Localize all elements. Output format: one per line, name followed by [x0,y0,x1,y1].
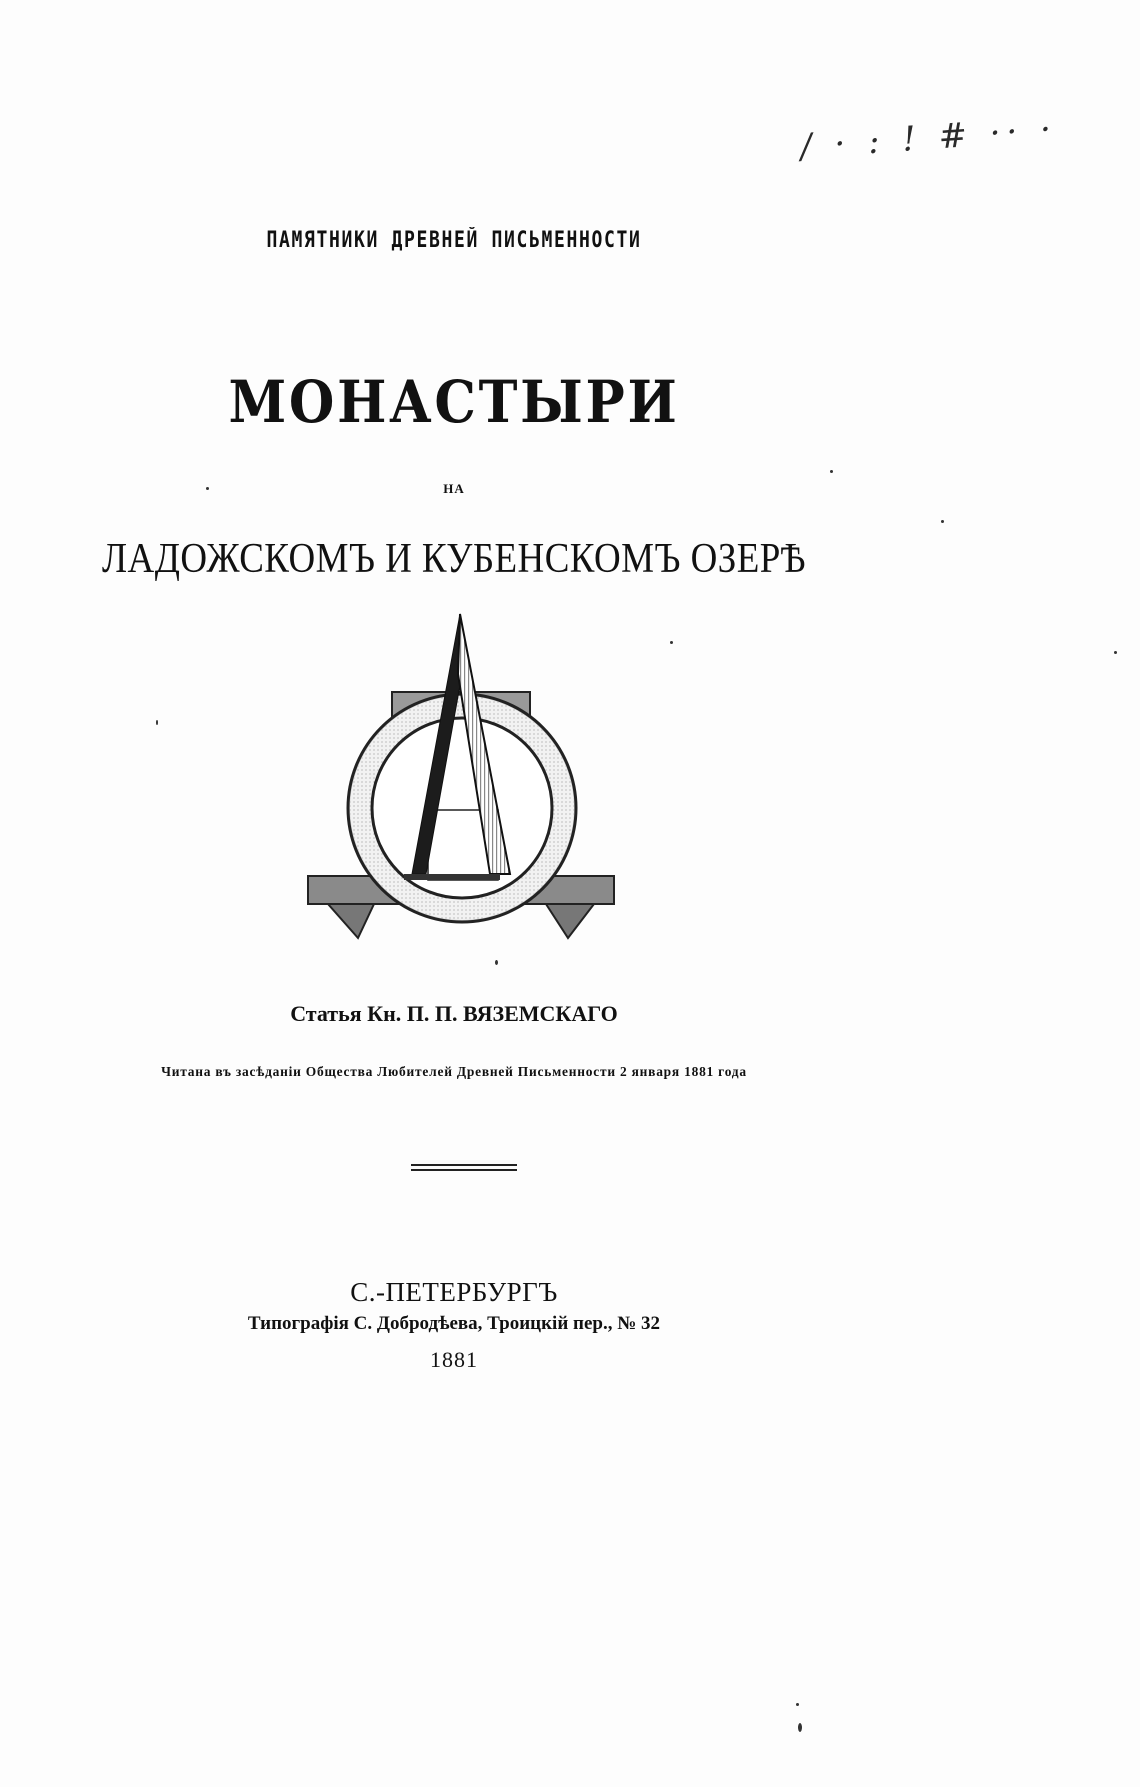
subtitle: ЛАДОЖСКОМЪ И КУБЕНСКОМЪ ОЗЕРѢ [102,536,806,582]
read-at-line: Читана въ засѣданіи Общества Любителей Древней Письменности 2 января 1881 года [161,1065,747,1080]
double-rule-top [411,1164,517,1166]
imprint-year: 1881 [430,1347,478,1372]
imprint-city: С.-ПЕТЕРБУРГЪ [350,1277,558,1307]
title-preposition: НА [443,481,465,496]
imprint-printer: Типографія С. Добродѣева, Троицкій пер., № 32 [247,1313,661,1334]
ink-speck [830,470,833,473]
ink-speck [206,487,209,490]
ink-speck [1114,651,1117,654]
author-line: Статья Кн. П. П. ВЯЗЕМСКАГО [290,1001,618,1026]
double-rule-bottom [411,1169,517,1171]
series-title: ПАМЯТНИКИ ДРЕВНЕЙ ПИСЬМЕННОСТИ [266,228,642,253]
ink-speck [156,720,158,725]
ink-speck [670,641,673,644]
main-title: МОНАСТЫРИ [228,368,680,436]
ink-speck [495,960,498,965]
handwritten-shelfmark: / · : ! # ·· · [798,109,1059,167]
ink-speck [796,1703,799,1706]
ink-speck [941,520,944,523]
society-emblem-icon [300,612,620,942]
ink-speck [798,1723,802,1732]
